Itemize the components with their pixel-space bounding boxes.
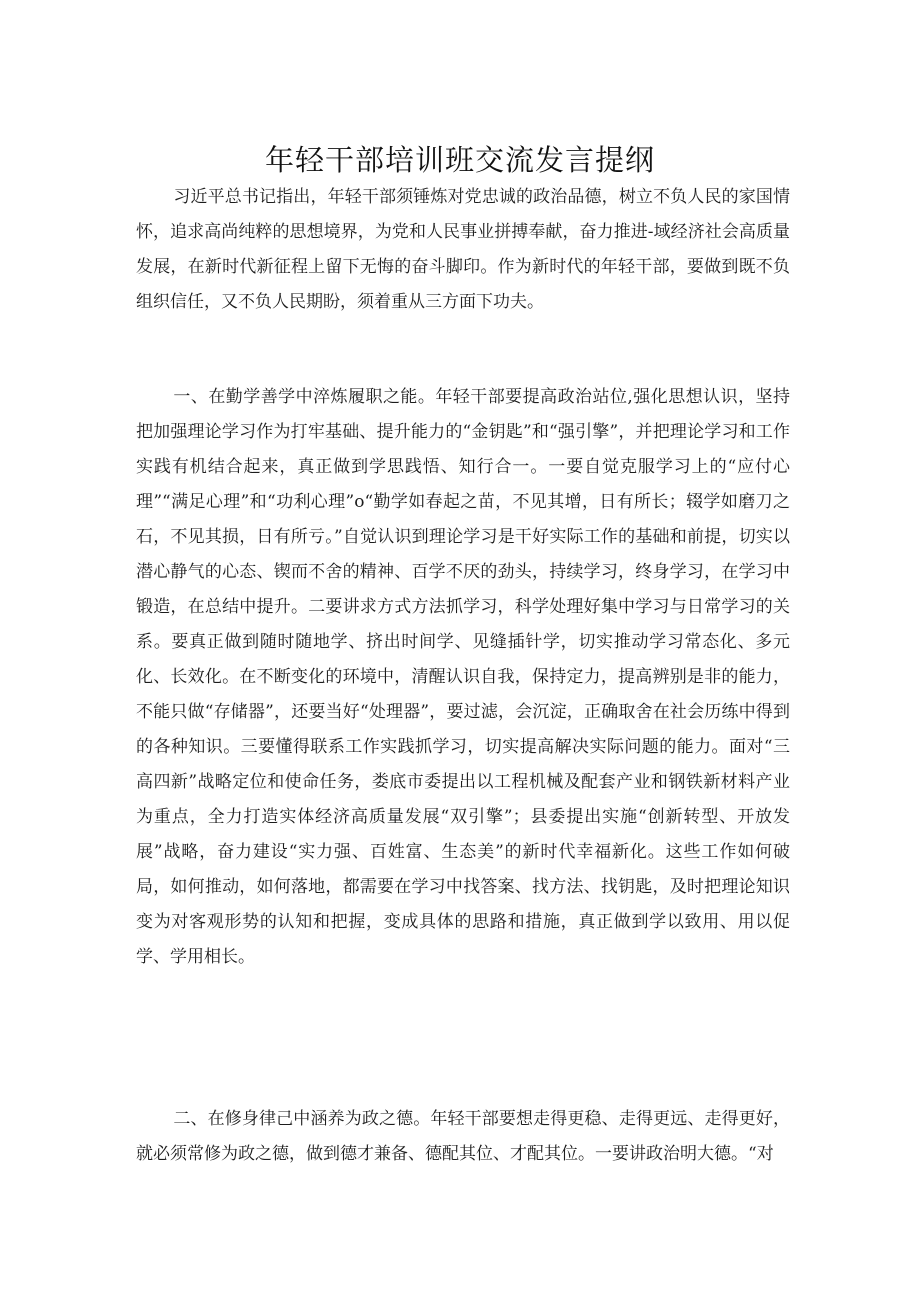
document-title: 年轻干部培训班交流发言提纲: [264, 143, 655, 177]
paragraph-section-2: 二、在修身律己中涵养为政之德。年轻干部要想走得更稳、走得更远、走得更好，就必须常修为政之德，做到德才兼备、德配其位、才配其位。一要讲政治明大德。“对: [136, 1109, 790, 1164]
paragraph-intro: 习近平总书记指出，年轻干部须锤炼对党忠诚的政治品德，树立不负人民的家国情怀，追求高尚纯粹的思想境界，为党和人民事业拼搏奉献，奋力推进-域经济社会高质量发展，在新时代新征程上留下无悔的奋斗脚印。作为新时代的年轻干部，要做到既不负组织信任，又不负人民期盼，须着重从三方面下功夫。: [136, 187, 790, 312]
paragraph-section-1: 一、在勤学善学中淬炼履职之能。年轻干部要提高政治站位,强化思想认识，坚持把加强理论学习作为打牢基础、提升能力的“金钥匙”和“强引擎”，并把理论学习和工作实践有机结合起来，真正做到学思践悟、知行合一。一要自觉克服学习上的“应付心理”“满足心理”和“功利心理”o“勤学如春起之苗，不见其增，日有所长；辍学如磨刀之石，不见其损，日有所亏。”自觉认识到理论学习是干好实际工作的基础和前提，切实以潜心静气的心态、锲而不舍的精神、百学不厌的劲头，持续学习，终身学习，在学习中锻造，在总结中提升。二要讲求方式方法抓学习，科学处理好集中学习与日常学习的关系。要真正做到随时随地学、挤出时间学、见缝插针学，切实推动学习常态化、多元化、长效化。在不断变化的环境中，清醒认识自我，保持定力，提高辨别是非的能力，不能只做“存储器”，还要当好“处理器”，要过滤，会沉淀，正确取舍在社会历练中得到的各种知识。三要懂得联系工作实践抓学习，切实提高解决实际问题的能力。面对“三高四新”战略定位和使命任务，娄底市委提出以工程机械及配套产业和钢铁新材料产业为重点，全力打造实体经济高质量发展“双引擎”；县委提出实施“创新转型、开放发展”战略，奋力建设“实力强、百姓富、生态美”的新时代幸福新化。这些工作如何破局，如何推动，如何落地，都需要在学习中找答案、找方法、找钥匙，及时把理论知识变为对客观形势的认知和把握，变成具体的思路和措施，真正做到学以致用、用以促学、学用相长。: [136, 387, 790, 967]
